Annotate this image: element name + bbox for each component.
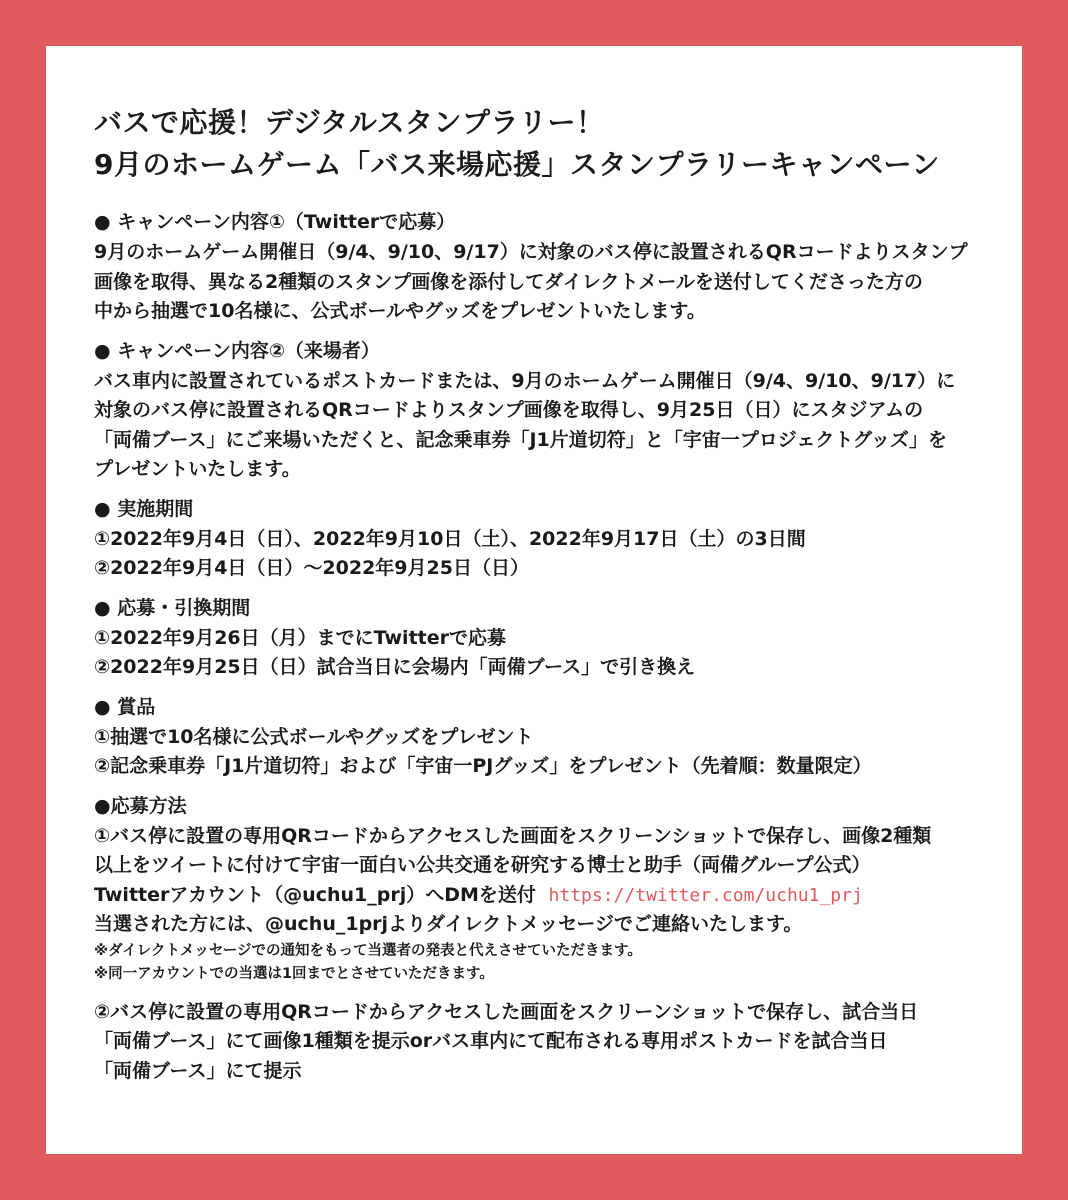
body-line: ②2022年9月25日（日）試合当日に会場内「両備ブース」で引き換え bbox=[94, 656, 696, 678]
body-line: ①抽選で10名様に公式ボールやグッズをプレゼント bbox=[94, 725, 534, 748]
section-heading: ● 実施期間 bbox=[94, 497, 194, 520]
title-line-2: 9月のホームゲーム「バス来場応援」スタンプラリーキャンペーン bbox=[94, 148, 940, 181]
body-line: 画像を取得、異なる2種類のスタンプ画像を添付してダイレクトメールを送付してくださった方の bbox=[94, 270, 923, 293]
note-line: ※同一アカウントでの当選は1回までとさせていただきます。 bbox=[94, 965, 494, 982]
section-body bbox=[94, 525, 984, 584]
section-heading: ● キャンペーン内容②（来場者） bbox=[94, 339, 380, 362]
body-line: 「両備ブース」にご来場いただくと、記念乗車券「J1片道切符」と「宇宙一プロジェクトグッズ」を bbox=[94, 428, 948, 451]
section-period bbox=[94, 493, 984, 584]
body-line: 中から抽選で10名様に、公式ボールやグッズをプレゼントいたします。 bbox=[94, 300, 706, 322]
section-heading: ● キャンペーン内容①（Twitterで応募） bbox=[94, 211, 456, 233]
section-method bbox=[94, 790, 984, 1087]
title-line-1: バスで応援！デジタルスタンプラリー！ bbox=[94, 106, 605, 139]
body-line: 対象のバス停に設置されるQRコードよりスタンプ画像を取得し、9月25日（日）にスタジアムの bbox=[94, 399, 924, 421]
section-campaign-1 bbox=[94, 206, 984, 327]
spacer bbox=[94, 986, 984, 998]
body-line: ①2022年9月4日（日）、2022年9月10日（土）、2022年9月17日（土）の3日間 bbox=[94, 527, 806, 550]
body-line: ②バス停に設置の専用QRコードからアクセスした画面をスクリーンショットで保存し、試合当日 bbox=[94, 1000, 919, 1023]
note-line: ※ダイレクトメッセージでの通知をもって当選者の発表と代えさせていただきます。 bbox=[94, 942, 642, 959]
notice-card bbox=[46, 46, 1022, 1154]
body-line: 以上をツイートに付けて宇宙一面白い公共交通を研究する博士と助手（両備グループ公式） bbox=[94, 854, 871, 876]
body-line: 9月のホームゲーム開催日（9/4、9/10、9/17）に対象のバス停に設置されるQRコードよりスタンプ bbox=[94, 241, 968, 263]
account-line bbox=[94, 881, 984, 911]
contact-line: 当選された方には、@uchu_1prjよりダイレクトメッセージでご連絡いたします。 bbox=[94, 913, 803, 935]
body-line: バス車内に設置されているポストカードまたは、9月のホームゲーム開催日（9/4、9/10、9/17）に bbox=[94, 369, 956, 392]
body-line: プレゼントいたします。 bbox=[94, 458, 301, 480]
body-line: ②記念乗車券「J1片道切符」および「宇宙一PJグッズ」をプレゼント（先着順：数量限定） bbox=[94, 755, 872, 777]
body-line: ②2022年9月4日（日）〜2022年9月25日（日） bbox=[94, 557, 529, 579]
account-text: Twitterアカウント（@uchu1_prj）へDMを送付 bbox=[94, 883, 536, 906]
body-line: 「両備ブース」にて提示 bbox=[94, 1059, 302, 1082]
section-prizes bbox=[94, 691, 984, 782]
twitter-link[interactable]: https://twitter.com/uchu1_prj bbox=[548, 884, 863, 906]
page-title bbox=[94, 102, 984, 186]
section-campaign-2 bbox=[94, 335, 984, 485]
section-heading: ●応募方法 bbox=[94, 794, 187, 817]
body-line: 「両備ブース」にて画像1種類を提示orバス車内にて配布される専用ポストカードを試合当日 bbox=[94, 1030, 888, 1052]
body-line: ①バス停に設置の専用QRコードからアクセスした画面をスクリーンショットで保存し、画像2種類 bbox=[94, 824, 932, 847]
body-line: ①2022年9月26日（月）までにTwitterで応募 bbox=[94, 626, 506, 649]
section-body bbox=[94, 723, 984, 782]
notice-content bbox=[94, 102, 984, 1094]
section-heading: ● 応募・引換期間 bbox=[94, 596, 251, 619]
section-body bbox=[94, 238, 984, 327]
section-heading: ● 賞品 bbox=[94, 695, 156, 718]
section-apply-period bbox=[94, 592, 984, 683]
section-body bbox=[94, 624, 984, 683]
section-body bbox=[94, 822, 984, 1087]
section-body bbox=[94, 367, 984, 485]
